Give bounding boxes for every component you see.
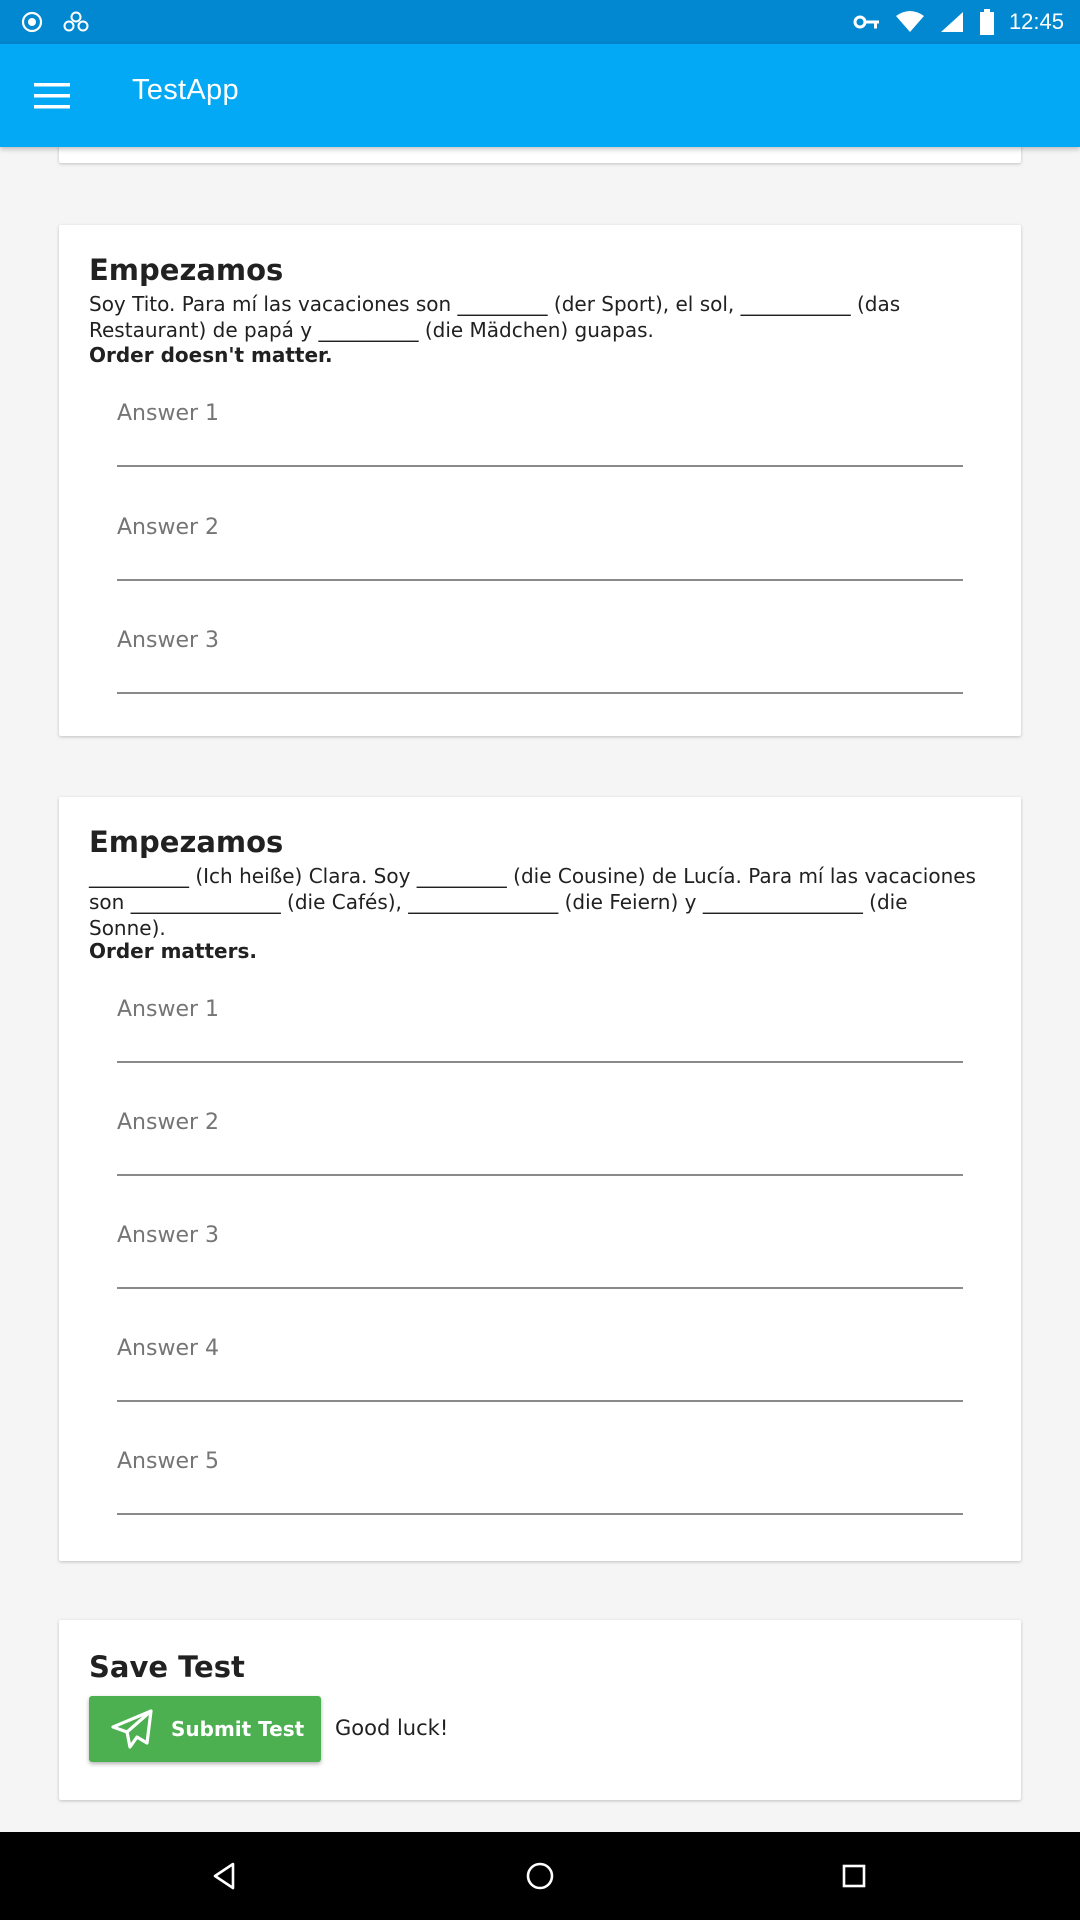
answer-input[interactable] [117, 983, 963, 1063]
scroll-content[interactable] [0, 147, 1080, 1832]
answer-label: Answer 1 [117, 401, 220, 426]
back-icon [209, 1861, 239, 1891]
recents-icon [840, 1862, 868, 1890]
answer-field-2[interactable] [117, 501, 963, 581]
answer-field-1[interactable] [117, 983, 963, 1063]
field-underline [117, 1287, 963, 1289]
field-underline [117, 465, 963, 467]
save-heading: Save Test [89, 1650, 245, 1684]
hamburger-menu-icon [34, 83, 70, 109]
submit-test-button[interactable] [89, 1696, 321, 1762]
answer-label: Answer 5 [117, 1449, 220, 1474]
field-underline [117, 1174, 963, 1176]
answer-input[interactable] [117, 1209, 963, 1289]
answer-label: Answer 2 [117, 1110, 220, 1135]
answer-label: Answer 3 [117, 628, 220, 653]
menu-button[interactable] [24, 72, 80, 120]
answer-label: Answer 2 [117, 515, 220, 540]
answer-input[interactable] [117, 387, 963, 467]
good-luck-text: Good luck! [335, 1716, 449, 1740]
answer-label: Answer 4 [117, 1336, 220, 1361]
wifi-icon [895, 10, 925, 34]
signal-icon [939, 10, 965, 34]
home-button[interactable] [516, 1852, 564, 1900]
question-heading: Empezamos [89, 253, 284, 287]
question-card-2 [59, 797, 1021, 1561]
answer-input[interactable] [117, 614, 963, 694]
question-card-1 [59, 225, 1021, 736]
answer-label: Answer 1 [117, 997, 220, 1022]
answer-field-2[interactable] [117, 1096, 963, 1176]
status-time: 12:45 [1008, 9, 1064, 34]
app-bar [0, 44, 1080, 147]
send-plane-icon [109, 1705, 157, 1753]
record-icon [20, 10, 44, 34]
answer-field-3[interactable] [117, 614, 963, 694]
status-bar [0, 0, 1080, 44]
gamepad-icon [60, 10, 92, 34]
previous-card [59, 147, 1021, 163]
field-underline [117, 1513, 963, 1515]
home-icon [525, 1861, 555, 1891]
answer-label: Answer 3 [117, 1223, 220, 1248]
answer-input[interactable] [117, 1435, 963, 1515]
question-heading: Empezamos [89, 825, 284, 859]
question-note: Order matters. [89, 939, 257, 963]
recents-button[interactable] [830, 1852, 878, 1900]
app-title: TestApp [132, 74, 239, 106]
save-test-card [59, 1620, 1021, 1800]
question-text: Soy Tito. Para mí las vacaciones son _________ (der Sport), el sol, ___________ (das Restaurant) de papá y __________ (die Mädchen) guapas. [89, 292, 901, 342]
answer-field-3[interactable] [117, 1209, 963, 1289]
answer-input[interactable] [117, 1096, 963, 1176]
question-text: __________ (Ich heiße) Clara. Soy _________ (die Cousine) de Lucía. Para mí las vacaciones son _______________ (die Cafés), _______________ (die Feiern) y ________________ (die Sonne). [89, 864, 976, 940]
back-button[interactable] [200, 1852, 248, 1900]
answer-field-1[interactable] [117, 387, 963, 467]
vpn-key-icon [853, 12, 881, 32]
answer-field-4[interactable] [117, 1322, 963, 1402]
submit-button-label: Submit Test [171, 1717, 305, 1741]
field-underline [117, 579, 963, 581]
question-note: Order doesn't matter. [89, 343, 333, 367]
answer-field-5[interactable] [117, 1435, 963, 1515]
answer-input[interactable] [117, 501, 963, 581]
field-underline [117, 692, 963, 694]
navigation-bar [0, 1832, 1080, 1920]
field-underline [117, 1400, 963, 1402]
field-underline [117, 1061, 963, 1063]
battery-icon [979, 9, 995, 35]
answer-input[interactable] [117, 1322, 963, 1402]
